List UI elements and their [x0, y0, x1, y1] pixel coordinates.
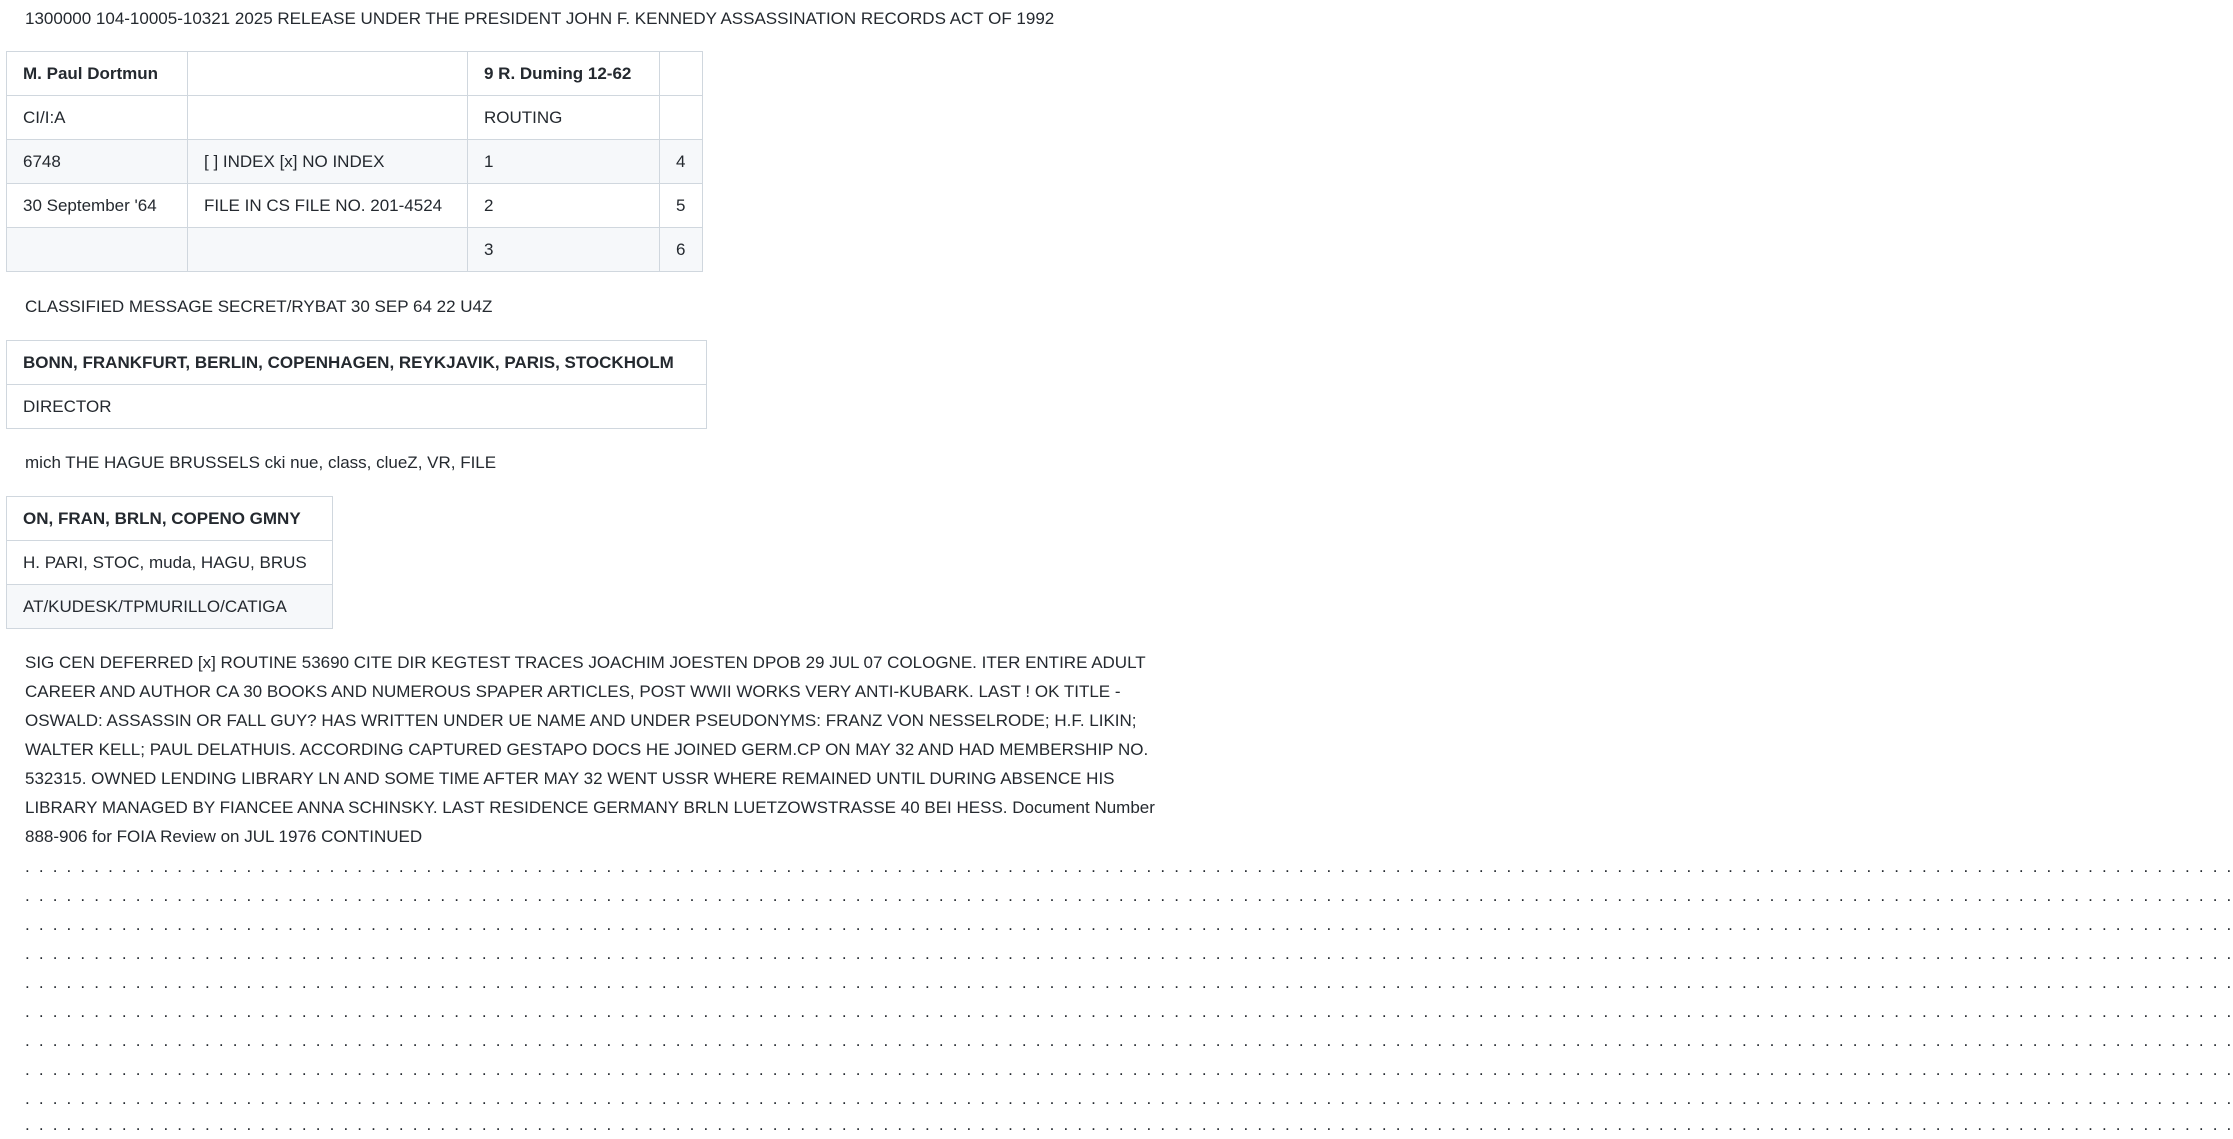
table-cell: 6: [660, 228, 703, 272]
table-cell: AT/KUDESK/TPMURILLO/CATIGA: [7, 585, 333, 629]
table-row: [7, 541, 333, 585]
table-cell: H. PARI, STOC, muda, HAGU, BRUS: [7, 541, 333, 585]
dot-leader-line: . . . . . . . . . . . . . . . . . . . . . . . . . . . . . . . . . . . . . . . . . . . . . . . . . . . . . . . . . . . . . . . . . . . . . . . . . . . . . . . . . . . . . . . . . . . . . . . . . . . . . . . . . . . . . . . . . . . . . . . . . . . . . . . . . . . . . . . . . . . . . . . . . . . . . . . . . . . . . . . .: [25, 915, 2233, 934]
table-row: [7, 228, 703, 272]
routing-header-row: [7, 52, 703, 96]
routing-header-cell: M. Paul Dortmun: [7, 52, 188, 96]
table-cell: [188, 228, 468, 272]
dot-leader-line: . . . . . . . . . . . . . . . . . . . . . . . . . . . . . . . . . . . . . . . . . . . . . . . . . . . . . . . . . . . . . . . . . . . . . . . . . . . . . . . . . . . . . . . . . . . . . . . . . . . . . . . . . . . . . . . . . . . . . . . . . . . . . . . . . . . . . . . . . . . . . . . . . . . . . . . . . . . . . . . .: [25, 1060, 2233, 1079]
table-cell: 5: [660, 184, 703, 228]
dot-leader-line: . . . . . . . . . . . . . . . . . . . . . . . . . . . . . . . . . . . . . . . . . . . . . . . . . . . . . . . . . . . . . . . . . . . . . . . . . . . . . . . . . . . . . . . . . . . . . . . . . . . . . . . . . . . . . . . . . . . . . . . . . . . . . . . . . . . . . . . . . . . . . . . . . . . . . . . . . . . . . . . .: [25, 944, 2233, 963]
dot-leader-line: . . . . . . . . . . . . . . . . . . . . . . . . . . . . . . . . . . . . . . . . . . . . . . . . . . . . . . . . . . . . . . . . . . . . . . . . . . . . . . . . . . . . . . . . . . . . . . . . . . . . . . . . . . . . . . . . . . . . . . . . . . . . . . . . . . . . . . . . . . . . . . . . . . . . . . . . . . . . . . . .: [25, 1031, 2233, 1050]
codes-table: [6, 496, 333, 629]
dot-leader-line: . . . . . . . . . . . . . . . . . . . . . . . . . . . . . . . . . . . . . . . . . . . . . . . . . . . . . . . . . . . . . . . . . . . . . . . . . . . . . . . . . . . . . . . . . . . . . . . . . . . . . . . . . . . . . . . . . . . . . . . . . . . . . . . . . . . . . . . . . . . . . . . . . . . . . . . . . . . . . . . .: [25, 1089, 2233, 1108]
destinations-table: [6, 340, 707, 429]
mich-line: mich THE HAGUE BRUSSELS cki nue, class, clueZ, VR, FILE: [25, 453, 497, 472]
dot-leader-line: . . . . . . . . . . . . . . . . . . . . . . . . . . . . . . . . . . . . . . . . . . . . . . . . . . . . . . . . . . . . . . . . . . . . . . . . . . . . . . . . . . . . . . . . . . . . . . . . . . . . . . . . . . . . . . . . . . . . . . . . . . . . . . . . . . . . . . . . . . . . . . . . . . . . . . . . . . . . . . . .: [25, 1002, 2233, 1021]
table-cell: 6748: [7, 140, 188, 184]
destinations-header-row: [7, 341, 707, 385]
table-row: [7, 385, 707, 429]
dot-leader-line: . . . . . . . . . . . . . . . . . . . . . . . . . . . . . . . . . . . . . . . . . . . . . . . . . . . . . . . . . . . . . . . . . . . . . . . . . . . . . . . . . . . . . . . . . . . . . . . . . . . . . . . . . . . . . . . . . . . . . . . . . . . . . . . . . . . . . . . . . . . . . . . . . . . . . . . . . . . . . . . .: [25, 857, 2233, 876]
dot-leader-line: . . . . . . . . . . . . . . . . . . . . . . . . . . . . . . . . . . . . . . . . . . . . . . . . . . . . . . . . . . . . . . . . . . . . . . . . . . . . . . . . . . . . . . . . . . . . . . . . . . . . . . . . . . . . . . . . . . . . . . . . . . . . . . . . . . . . . . . . . . . . . . . . . . . . . . . . . . . . . . . .: [25, 973, 2233, 992]
table-cell: [7, 228, 188, 272]
table-cell: 1: [468, 140, 660, 184]
table-cell: [ ] INDEX [x] NO INDEX: [188, 140, 468, 184]
destinations-header-cell: BONN, FRANKFURT, BERLIN, COPENHAGEN, REYKJAVIK, PARIS, STOCKHOLM: [7, 341, 707, 385]
table-cell: 2: [468, 184, 660, 228]
dot-leader-line: . . . . . . . . . . . . . . . . . . . . . . . . . . . . . . . . . . . . . . . . . . . . . . . . . . . . . . . . . . . . . . . . . . . . . . . . . . . . . . . . . . . . . . . . . . . . . . . . . . . . . . . . . . . . . . . . . . . . . . . . . . . . . . . . . . . . . . . . . . . . . . . . . . . . . . . . . . . . . . . .: [25, 1115, 2233, 1134]
table-row: [7, 96, 703, 140]
codes-header-row: [7, 497, 333, 541]
message-body: SIG CEN DEFERRED [x] ROUTINE 53690 CITE DIR KEGTEST TRACES JOACHIM JOESTEN DPOB 29 JUL 07 COLOGNE. ITER ENTIRE ADULT CAREER AND AUTHOR CA 30 BOOKS AND NUMEROUS SPAPER ARTICLES, POST WWII WORKS VERY ANTI-KUBARK. LAST ! OK TITLE - OSWALD: ASSASSIN OR FALL GUY? HAS WRITTEN UNDER UE NAME AND UNDER PSEUDONYMS: FRANZ VON NESSELRODE; H.F. LIKIN; WALTER KELL; PAUL DELATHUIS. ACCORDING CAPTURED GESTAPO DOCS HE JOINED GERM.CP ON MAY 32 AND HAD MEMBERSHIP NO. 532315. OWNED LENDING LIBRARY LN AND SOME TIME AFTER MAY 32 WENT USSR WHERE REMAINED UNTIL DURING ABSENCE HIS LIBRARY MANAGED BY FIANCEE ANNA SCHINSKY. LAST RESIDENCE GERMANY BRLN LUETZOWSTRASSE 40 BEI HESS. Document Number 888-906 for FOIA Review on JUL 1976 CONTINUED: [25, 653, 1155, 846]
routing-header-cell: 9 R. Duming 12-62: [468, 52, 660, 96]
table-cell: [660, 96, 703, 140]
routing-table: [6, 51, 703, 272]
classified-line: CLASSIFIED MESSAGE SECRET/RYBAT 30 SEP 64 22 U4Z: [25, 297, 493, 316]
table-row: [7, 184, 703, 228]
table-row: [7, 140, 703, 184]
table-cell: ROUTING: [468, 96, 660, 140]
release-line: 1300000 104-10005-10321 2025 RELEASE UNDER THE PRESIDENT JOHN F. KENNEDY ASSASSINATION RECORDS ACT OF 1992: [25, 9, 1055, 28]
codes-header-cell: ON, FRAN, BRLN, COPENO GMNY: [7, 497, 333, 541]
dot-leader-line: . . . . . . . . . . . . . . . . . . . . . . . . . . . . . . . . . . . . . . . . . . . . . . . . . . . . . . . . . . . . . . . . . . . . . . . . . . . . . . . . . . . . . . . . . . . . . . . . . . . . . . . . . . . . . . . . . . . . . . . . . . . . . . . . . . . . . . . . . . . . . . . . . . . . . . . . . . . . . . . .: [25, 886, 2233, 905]
table-cell: 30 September '64: [7, 184, 188, 228]
table-cell: CI/I:A: [7, 96, 188, 140]
table-cell: 3: [468, 228, 660, 272]
table-cell: FILE IN CS FILE NO. 201-4524: [188, 184, 468, 228]
table-row: [7, 585, 333, 629]
table-cell: 4: [660, 140, 703, 184]
table-cell: [188, 96, 468, 140]
routing-header-cell: [660, 52, 703, 96]
routing-header-cell: [188, 52, 468, 96]
table-cell: DIRECTOR: [7, 385, 707, 429]
